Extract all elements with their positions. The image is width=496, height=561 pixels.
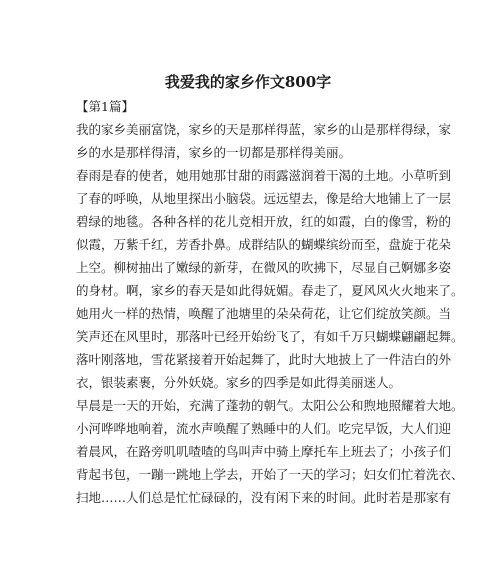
text-line: 衣，银装素裹，分外妖娆。家乡的四季是如此得美丽迷人。 — [76, 375, 402, 390]
text-line: 了春的呼唤，从地里探出小脑袋。远远望去，像是给大地铺上了一层 — [76, 191, 452, 206]
text-line: 碧绿的地毯。各种各样的花儿竞相开放，红的如霞，白的像雪，粉的 — [76, 214, 452, 229]
text-line: 春雨是春的使者，她用她那甘甜的雨露滋润着干渴的土地。小草听到 — [76, 168, 452, 183]
section-heading: 【第1篇】 — [76, 99, 134, 114]
text-line: 似霞，万紫千红，芳香扑鼻。成群结队的蝴蝶缤纷而至，盘旋于花朵 — [76, 237, 452, 252]
text-line: 着晨风，在路旁叽叽喳喳的鸟叫声中骑上摩托车上班去了；小孩子们 — [76, 444, 452, 459]
text-line: 乡的水是那样得清，家乡的一切都是那样得美丽。 — [76, 145, 352, 160]
text-line: 上空。柳树抽出了嫩绿的新芽，在微风的吹拂下，尽显自己婀娜多姿 — [76, 260, 452, 275]
text-line: 小河哗哗地响着，流水声唤醒了熟睡中的人们。吃完早饭，大人们迎 — [76, 421, 452, 436]
text-line: 落叶刚落地，雪花紧接着开始起舞了，此时大地披上了一件洁白的外 — [76, 352, 452, 367]
document-title: 我爱我的家乡作文800字 — [164, 73, 332, 91]
text-line: 扫地……人们总是忙忙碌碌的，没有闲下来的时间。此时若是那家有 — [76, 490, 452, 505]
document-body — [76, 95, 464, 509]
text-line: 的身材。啊，家乡的春天是如此得妩媚。春走了，夏风风火火地来了。 — [76, 283, 464, 298]
text-line: 笑声还在风里时，那落叶已经开始纷飞了，有如千万只蝴蝶翩翩起舞。 — [76, 329, 464, 344]
text-line: 我的家乡美丽富饶，家乡的天是那样得蓝，家乡的山是那样得绿，家 — [76, 122, 452, 137]
text-line: 背起书包，一蹦一跳地上学去，开始了一天的学习；妇女们忙着洗衣、 — [76, 467, 464, 482]
text-line: 她用火一样的热情，唤醒了池塘里的朵朵荷花，让它们绽放笑颜。当 — [76, 306, 452, 321]
text-line: 早晨是一天的开始，充满了蓬勃的朝气。太阳公公和煦地照耀着大地。 — [76, 398, 464, 413]
